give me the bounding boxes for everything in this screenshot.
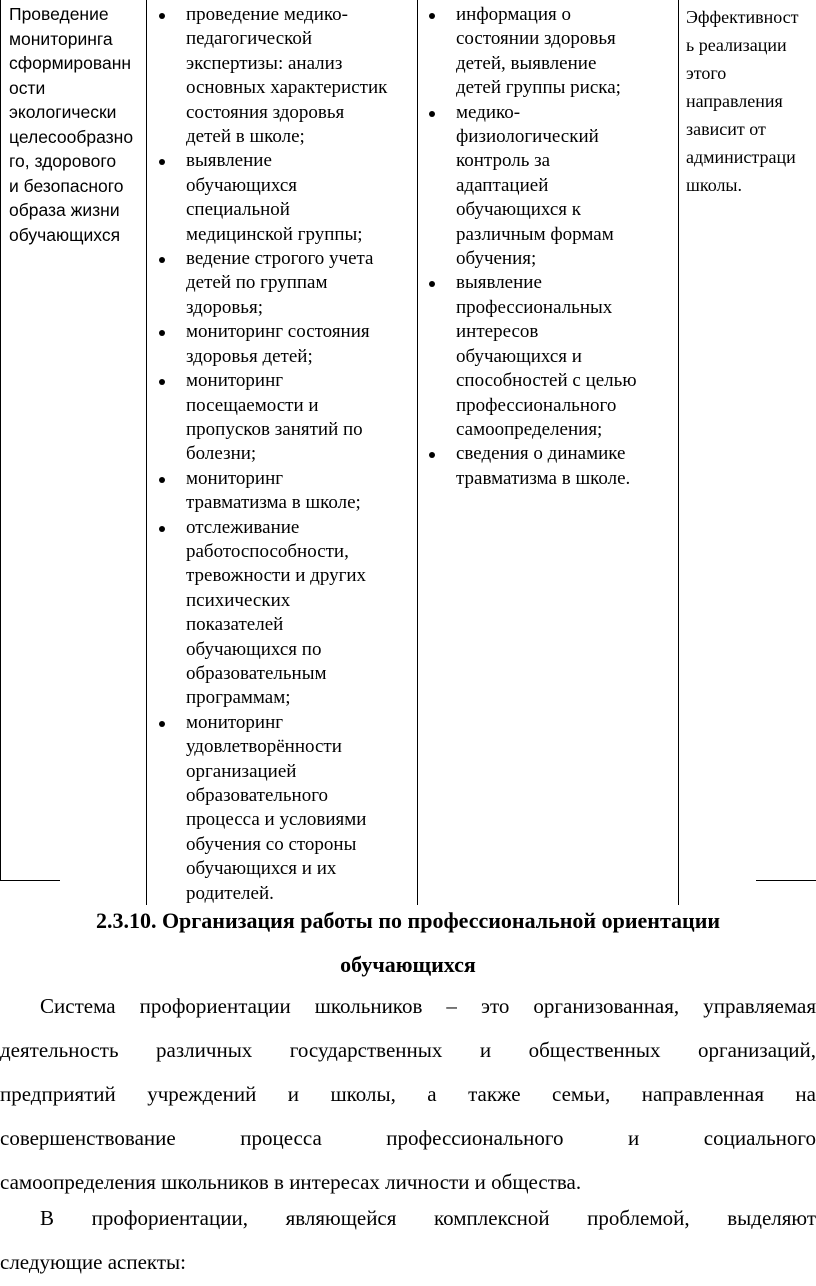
list-item-line: мониторинг: [186, 711, 284, 733]
list-item-line: детей группы риска;: [456, 77, 621, 99]
list-item-line: обучающихся и: [456, 345, 582, 367]
list-item-line: информация о: [456, 4, 572, 25]
table-cell-direction: [9, 2, 149, 247]
list-item: [420, 3, 676, 101]
cell-line: образа жизни: [9, 200, 120, 220]
list-item: [420, 101, 676, 272]
list-item-line: самоопределения;: [456, 418, 603, 440]
cell-line: администраци: [686, 147, 796, 167]
list-item-line: обучающихся: [186, 174, 298, 196]
list-item-line: профессионального: [456, 394, 617, 416]
list-item-line: сведения о динамике: [456, 443, 626, 465]
list-item-line: образовательного: [186, 785, 329, 806]
cell-line: ь реализации: [686, 35, 787, 55]
cell-line: школы.: [686, 175, 743, 195]
list-item-line: посещаемости и: [186, 394, 319, 416]
paragraph-career-guidance-system: [0, 984, 816, 1204]
paragraph-line: деятельность различных государственных и общественных организаций,: [0, 1038, 816, 1062]
list-item-line: травматизма в школе;: [186, 492, 361, 514]
paragraph-line: следующие аспекты:: [0, 1250, 186, 1274]
list-item-line: обучающихся и их: [186, 858, 337, 880]
list-item-line: родителей.: [186, 882, 274, 904]
list-item-line: мониторинг: [186, 467, 284, 489]
list-item-line: мониторинг состояния: [186, 321, 370, 343]
list-item-line: физиологический: [456, 126, 599, 148]
list-item-line: выявление: [456, 272, 542, 294]
list-item: [150, 3, 412, 149]
cell-line: этого: [686, 63, 727, 83]
list-item-line: здоровья;: [186, 296, 263, 318]
list-item-line: медико-: [456, 101, 521, 123]
list-item-line: отслеживание: [186, 516, 300, 538]
list-item-line: обучающихся к: [456, 199, 582, 221]
list-item-line: выявление: [186, 150, 272, 172]
list-item-line: обучающихся по: [186, 638, 322, 660]
list-item-line: пропусков занятий по: [186, 418, 363, 440]
list-item-line: работоспособности,: [186, 540, 349, 562]
paragraph-line: предприятий учреждений и школы, а также семьи, направленная на: [0, 1082, 816, 1106]
list-item-line: тревожности и других: [186, 565, 367, 587]
list-item-line: мониторинг: [186, 370, 284, 392]
list-item-line: состояния здоровья: [186, 101, 345, 123]
list-item-line: профессиональных: [456, 296, 613, 318]
list-item-line: педагогической: [186, 28, 313, 50]
list-item-line: травматизма в школе.: [456, 467, 631, 489]
list-item-line: показателей: [186, 614, 284, 636]
cell-line: и безопасного: [9, 175, 124, 196]
section-heading-line-2: обучающихся: [340, 952, 476, 977]
list-item-line: детей, выявление: [456, 52, 597, 74]
list-item: [150, 320, 412, 369]
list-item-line: организацией: [186, 760, 297, 782]
list-item-line: психических: [186, 589, 291, 611]
cell-line: направления: [686, 91, 783, 111]
list-item-line: удовлетворённости: [186, 736, 342, 758]
list-item: [150, 247, 412, 320]
list-item: [150, 369, 412, 467]
list-item-line: детей по группам: [186, 272, 328, 294]
list-item-line: детей в школе;: [186, 126, 305, 148]
section-heading-line-1: 2.3.10. Организация работы по профессиональной ориентации: [95, 908, 721, 933]
list-item-line: обучения;: [456, 248, 537, 270]
cell-line: зависит от: [686, 119, 766, 139]
table-border-left: [0, 0, 1, 880]
list-item-line: здоровья детей;: [186, 345, 313, 367]
paragraph-aspects-intro: [0, 1196, 816, 1284]
list-item: [420, 442, 676, 491]
cell-line: го, здорового: [9, 151, 117, 171]
list-item: [150, 711, 412, 906]
paragraph-line: совершенствование процесса профессионального и социального: [0, 1126, 816, 1150]
list-item: [150, 149, 412, 247]
list-item-line: медицинской группы;: [186, 223, 363, 245]
cell-line: мониторинга: [9, 28, 113, 49]
list-item-line: программам;: [186, 687, 291, 709]
cell-line: целесообразно: [9, 126, 134, 147]
list-item-line: интересов: [456, 321, 539, 343]
list-item-line: способностей с целью: [456, 370, 637, 392]
list-item-line: болезни;: [186, 443, 257, 465]
list-item-line: ведение строгого учета: [186, 248, 374, 270]
cell-line: ости: [9, 77, 46, 98]
list-item-line: процесса и условиями: [186, 809, 367, 831]
cell-line: Проведение: [9, 4, 109, 24]
table-cell-efficiency: [686, 3, 816, 199]
paragraph-line: самоопределения школьников в интересах личности и общества.: [0, 1170, 582, 1194]
table-bottom-border-right: [756, 880, 816, 881]
list-item-line: контроль за: [456, 150, 551, 172]
cell-line: экологически: [9, 102, 117, 122]
cell-line: Эффективност: [686, 7, 799, 27]
list-item-line: проведение медико-: [186, 4, 348, 25]
list-item-line: различным формам: [456, 223, 614, 245]
table-cell-activities: [150, 3, 412, 906]
table-cell-results: [420, 3, 676, 491]
paragraph-line: В профориентации, являющейся комплексной проблемой, выделяют: [40, 1206, 816, 1230]
table-bottom-border-left: [0, 880, 60, 881]
list-item-line: адаптацией: [456, 174, 549, 196]
list-item-line: состоянии здоровья: [456, 28, 616, 50]
results-list: [420, 3, 676, 491]
list-item-line: экспертизы: анализ: [186, 52, 343, 74]
column-divider-2: [417, 0, 418, 905]
list-item-line: обучения со стороны: [186, 833, 357, 855]
activities-list: [150, 3, 412, 906]
cell-line: сформированн: [9, 53, 132, 73]
list-item: [420, 271, 676, 442]
column-divider-3: [678, 0, 679, 905]
list-item-line: образовательным: [186, 662, 327, 684]
list-item: [150, 516, 412, 711]
cell-line: обучающихся: [9, 224, 121, 245]
list-item-line: специальной: [186, 199, 290, 221]
list-item: [150, 467, 412, 516]
list-item-line: основных характеристик: [186, 77, 388, 99]
paragraph-line: Система профориентации школьников – это организованная, управляемая: [40, 994, 816, 1018]
